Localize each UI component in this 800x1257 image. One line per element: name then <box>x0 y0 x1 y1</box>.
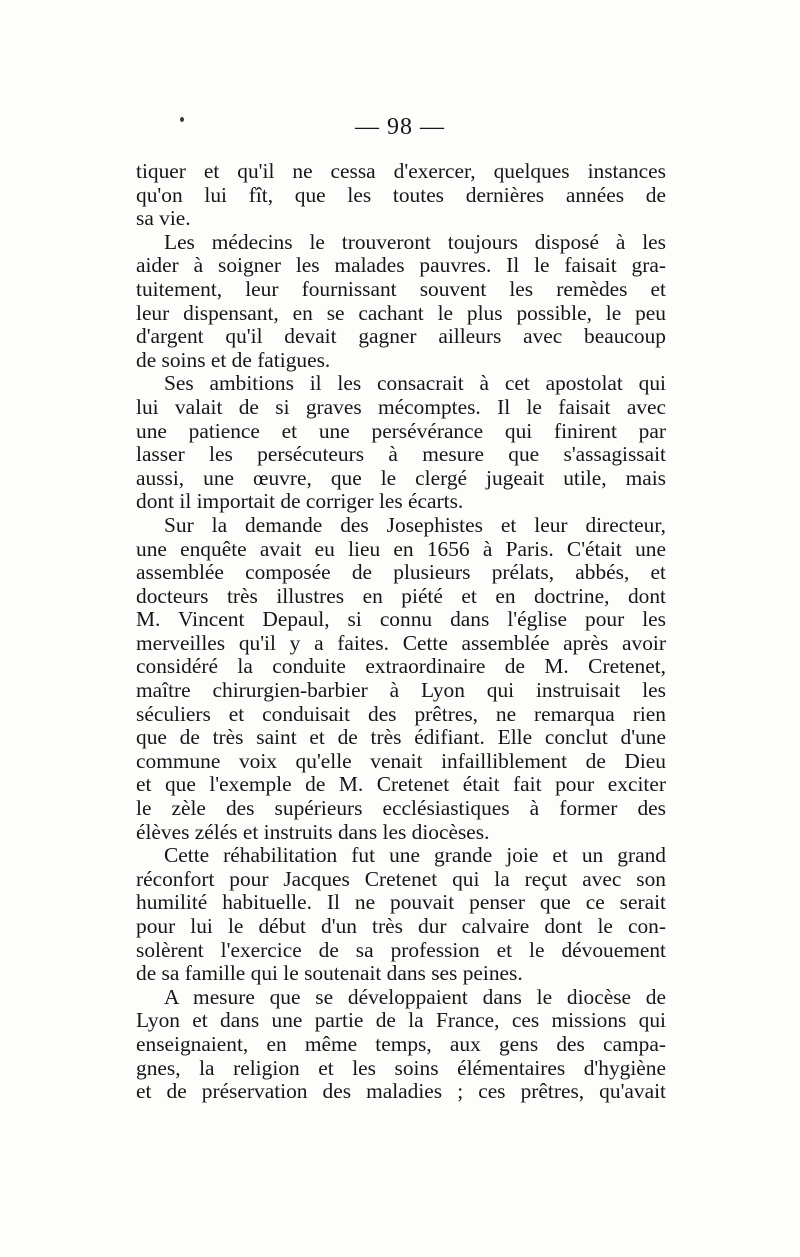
text-line: que de très saint et de très édifiant. Elle conclut d'une <box>136 725 666 750</box>
text-line: maître chirurgien-barbier à Lyon qui instruisait les <box>136 678 666 703</box>
text-line: commune voix qu'elle venait infailliblement de Dieu <box>136 748 666 773</box>
text-line: lui valait de si graves mécomptes. Il le faisait avec <box>136 394 666 419</box>
text-line: Ses ambitions il les consacrait à cet apostolat qui <box>164 371 666 396</box>
text-line: Sur la demande des Josephistes et leur directeur, <box>164 512 666 537</box>
text-line: réconfort pour Jacques Cretenet qui la reçut avec son <box>136 866 666 891</box>
text-line: Les médecins le trouveront toujours disposé à les <box>164 229 666 254</box>
text-line: et de préservation des maladies ; ces prêtres, qu'avait <box>136 1079 666 1104</box>
text-line: lasser les persécuteurs à mesure que s'assagissait <box>136 442 666 467</box>
text-line: de sa famille qui le soutenait dans ses peines. <box>136 961 523 986</box>
text-line: aider à soigner les malades pauvres. Il le faisait gra- <box>136 253 666 278</box>
text-line: humilité habituelle. Il ne pouvait penser que ce serait <box>136 890 666 915</box>
text-line: tiquer et qu'il ne cessa d'exercer, quelques instances <box>136 159 666 183</box>
text-line: dont il importait de corriger les écarts. <box>136 489 464 514</box>
text-line: tuitement, leur fournissant souvent les remèdes et <box>136 276 666 301</box>
text-line: gnes, la religion et les soins élémentaires d'hygiène <box>136 1055 666 1080</box>
body-text <box>136 160 666 1104</box>
text-line: solèrent l'exercice de sa profession et le dévouement <box>136 937 666 962</box>
text-line: leur dispensant, en se cachant le plus possible, le peu <box>136 300 666 325</box>
text-line: élèves zélés et instruits dans les diocèses. <box>136 819 490 844</box>
text-line: et que l'exemple de M. Cretenet était fait pour exciter <box>136 772 666 797</box>
text-line: docteurs très illustres en piété et en doctrine, dont <box>136 583 666 608</box>
text-line: une patience et une persévérance qui finirent par <box>136 418 666 443</box>
text-line: A mesure que se développaient dans le diocèse de <box>164 984 666 1009</box>
text-line: M. Vincent Depaul, si connu dans l'église pour les <box>136 607 666 632</box>
text-line: le zèle des supérieurs ecclésiastiques à former des <box>136 796 666 821</box>
text-line: considéré la conduite extraordinaire de M. Cretenet, <box>136 654 666 679</box>
text-line: Cette réhabilitation fut une grande joie et un grand <box>164 843 666 868</box>
text-line: d'argent qu'il devait gagner ailleurs avec beaucoup <box>136 324 666 349</box>
text-line: de soins et de fatigues. <box>136 347 331 372</box>
text-line: Lyon et dans une partie de la France, ces missions qui <box>136 1008 666 1033</box>
text-line: sa vie. <box>136 206 191 231</box>
text-line: qu'on lui fît, que les toutes dernières années de <box>136 182 666 207</box>
text-line: merveilles qu'il y a faites. Cette assemblée après avoir <box>136 630 666 655</box>
page-number: — 98 — <box>355 114 445 140</box>
text-line: une enquête avait eu lieu en 1656 à Paris. C'était une <box>136 536 666 561</box>
text-line: enseignaient, en même temps, aux gens des campa- <box>136 1031 666 1056</box>
text-line: pour lui le début d'un très dur calvaire dont le con- <box>136 914 666 938</box>
text-line: assemblée composée de plusieurs prélats, abbés, et <box>136 560 666 585</box>
text-line: aussi, une œuvre, que le clergé jugeait utile, mais <box>136 465 666 490</box>
text-line: séculiers et conduisait des prêtres, ne remarqua rien <box>136 701 666 726</box>
